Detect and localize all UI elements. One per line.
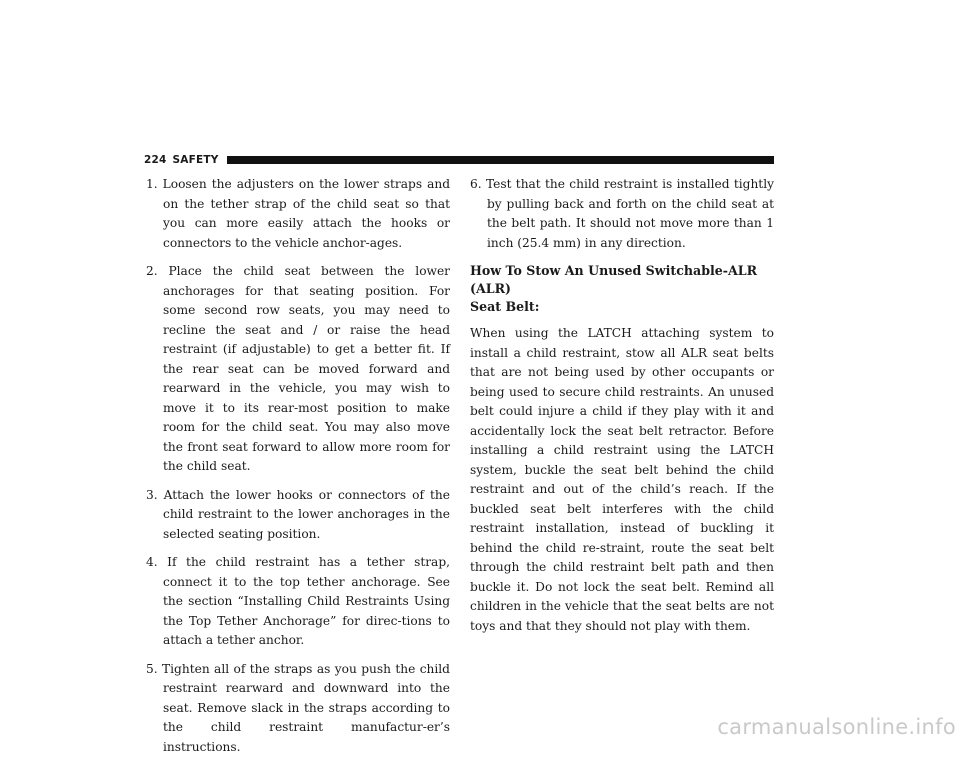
section-heading-line-1: How To Stow An Unused Switchable-ALR (ALR) [470,263,758,296]
list-item-1: 1. Loosen the adjusters on the lower straps and on the tether strap of the child seat so that you can more easily attach the hooks or connectors to the vehicle anchor-ages. [146,177,450,250]
section-heading [470,262,774,316]
page-number: 224 [144,154,167,166]
right-column [470,175,774,636]
section-title: SAFETY [172,154,219,166]
list-item-3: 3. Attach the lower hooks or connectors of the child restraint to the lower anchorages in the selected seating position. [146,487,450,541]
header-rule [227,156,774,164]
list-item-5: 5. Tighten all of the straps as you push the child restraint rearward and downward into the seat. Remove slack in the straps according to the child restraint manufactur-er’s instructions. [146,661,450,754]
body-paragraph: When using the LATCH attaching system to install a child restraint, stow all ALR seat belts that are not being used by other occupants or being used to secure child restraints. An unused belt could injure a child if they play with it and accidentally lock the seat belt retractor. Before installing a child restraint using the LATCH system, buckle the seat belt behind the child restraint and out of the child’s reach. If the buckled seat belt interferes with the child restraint installation, instead of buckling it behind the child re-straint, route the seat belt through the child restraint belt path and then buckle it. Do not lock the seat belt. Remind all children in the vehicle that the seat belts are not toys and that they should not play with them. [470,326,774,633]
list-item-6: 6. Test that the child restraint is installed tightly by pulling back and forth on the child seat at the belt path. It should not move more than 1 inch (25.4 mm) in any direction. [470,177,774,250]
list-item-2: 2. Place the child seat between the lower anchorages for that seating position. For some second row seats, you may need to recline the seat and / or raise the head restraint (if adjustable) to get a better fit. If the rear seat can be moved forward and rearward in the vehicle, you may wish to move it to its rear-most position to make room for the child seat. You may also move the front seat forward to allow more room for the child seat. [146,264,450,473]
left-column [146,175,450,766]
list-item-4: 4. If the child restraint has a tether strap, connect it to the top tether anchorage. See the section “Installing Child Restraints Using the Top Tether Anchorage” for direc-tions to attach a tether anchor. [146,555,450,647]
page-header [144,153,774,167]
watermark-link[interactable]: carmanualsonline.info [717,715,956,739]
section-heading-line-2: Seat Belt: [470,299,540,314]
